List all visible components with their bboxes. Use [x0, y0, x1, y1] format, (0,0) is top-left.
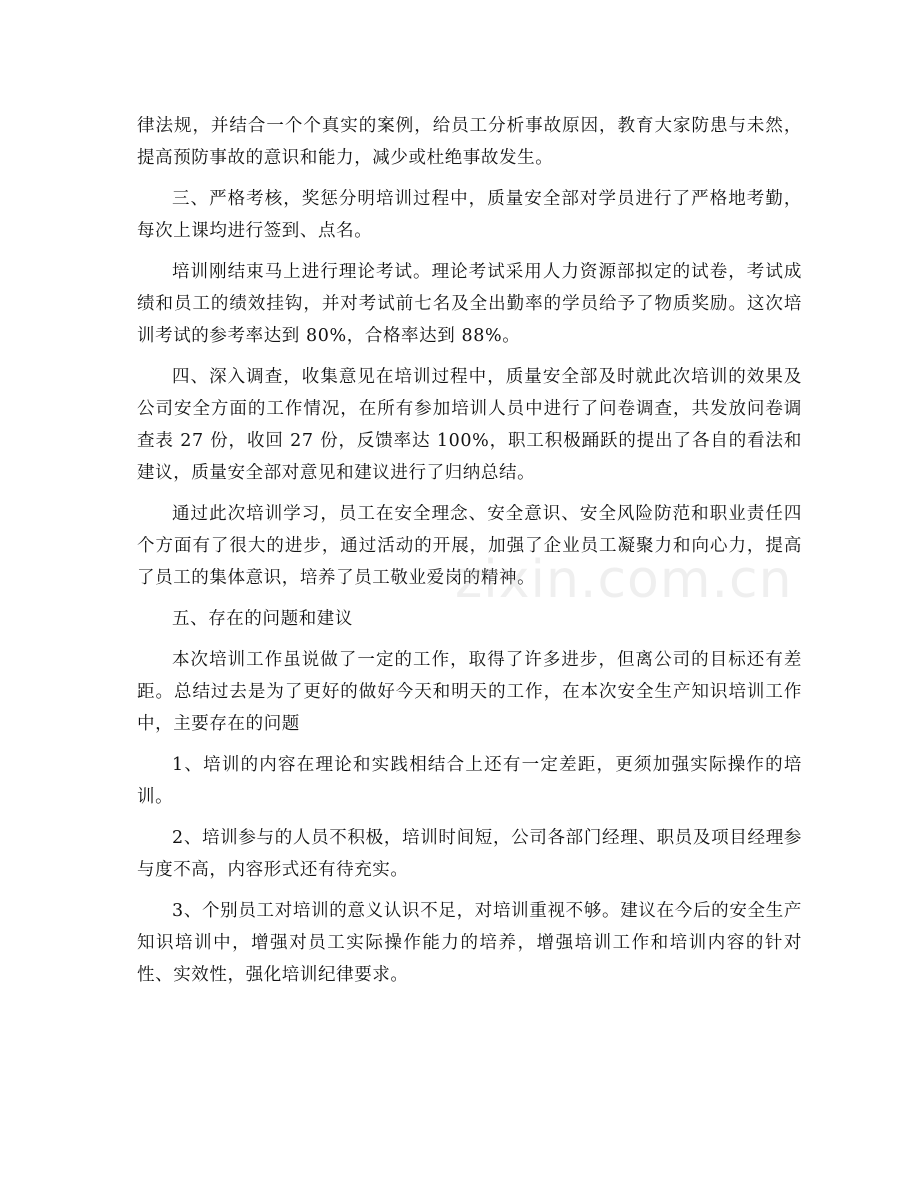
document-body [137, 110, 802, 1000]
watermark-text: zixin.com.cn [455, 550, 793, 610]
paragraph-3: 培训刚结束马上进行理论考试。理论考试采用人力资源部拟定的试卷，考试成绩和员工的绩效挂钩，并对考试前七名及全出勤率的学员给予了物质奖励。这次培训考试的参考率达到 80%，合格率达到 88%。 [137, 262, 802, 346]
list-item-3: 3、个别员工对培训的意义认识不足，对培训重视不够。建议在今后的安全生产知识培训中，增强对员工实际操作能力的培养，增强培训工作和培训内容的针对性、实效性，强化培训纪律要求。 [137, 901, 802, 985]
paragraph-2: 三、严格考核，奖惩分明培训过程中，质量安全部对学员进行了严格地考勤，每次上课均进行签到、点名。 [137, 189, 802, 241]
paragraph-5: 通过此次培训学习，员工在安全理念、安全意识、安全风险防范和职业责任四个方面有了很大的进步，通过活动的开展，加强了企业员工凝聚力和向心力，提高了员工的集体意识，培养了员工敬业爱岗的精神。 [137, 504, 802, 588]
list-item-2: 2、培训参与的人员不积极，培训时间短，公司各部门经理、职员及项目经理参与度不高，内容形式还有待充实。 [137, 828, 802, 880]
list-item-1: 1、培训的内容在理论和实践相结合上还有一定差距，更须加强实际操作的培训。 [137, 755, 802, 807]
section-heading-problems: 五、存在的问题和建议 [172, 609, 353, 629]
paragraph-7: 本次培训工作虽说做了一定的工作，取得了许多进步，但离公司的目标还有差距。总结过去是为了更好的做好今天和明天的工作，在本次安全生产知识培训工作中，主要存在的问题 [137, 650, 802, 734]
paragraph-4: 四、深入调查，收集意见在培训过程中，质量安全部及时就此次培训的效果及公司安全方面的工作情况，在所有参加培训人员中进行了问卷调查，共发放问卷调查表 27 份，收回 27 份，反馈率达 100%，职工积极踊跃的提出了各自的看法和建议，质量安全部对意见和建议进行了归纳总结。 [137, 367, 802, 483]
paragraph-1: 律法规，并结合一个个真实的案例，给员工分析事故原因，教育大家防患与未然，提高预防事故的意识和能力，减少或杜绝事故发生。 [137, 116, 802, 168]
